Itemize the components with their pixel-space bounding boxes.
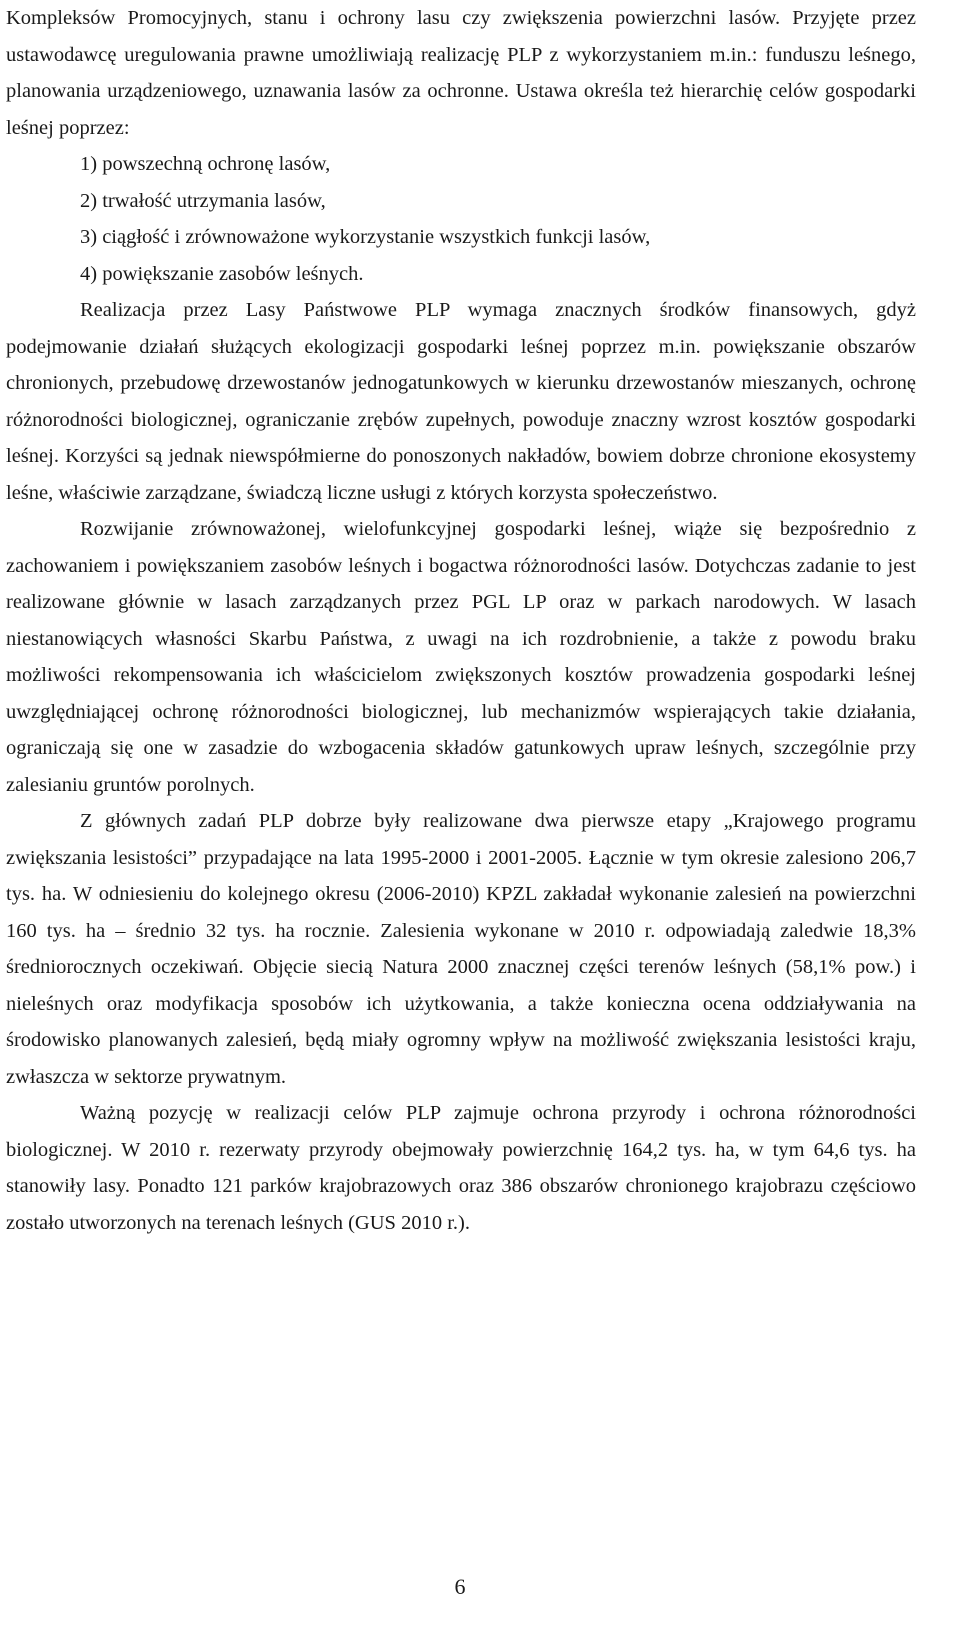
forest-goals-list (6, 146, 916, 292)
page-number: 6 (454, 1574, 466, 1599)
paragraph-financing: Realizacja przez Lasy Państwowe PLP wymaga znacznych środków finansowych, gdyż podejmowanie działań służących ekologizacji gospodarki leśnej poprzez m.in. powiększanie obszarów chronionych, przebudowę drzewostanów jednogatunkowych w kierunku drzewostanów mieszanych, ochronę różnorodności biologicznej, ograniczanie zrębów zupełnych, powoduje znaczny wzrost kosztów gospodarki leśnej. Korzyści są jednak niewspółmierne do ponoszonych nakładów, bowiem dobrze chronione ekosystemy leśne, właściwie zarządzane, świadczą liczne usługi z których korzysta społeczeństwo. (6, 299, 916, 504)
paragraph-afforestation: Z głównych zadań PLP dobrze były realizowane dwa pierwsze etapy „Krajowego programu zwiększania lesistości” przypadające na lata 1995-2000 i 2001-2005. Łącznie w tym okresie zalesiono 206,7 tys. ha. W odniesieniu do kolejnego okresu (2006-2010) KPZL zakładał wykonanie zalesień na powierzchni 160 tys. ha – średnio 32 tys. ha rocznie. Zalesienia wykonane w 2010 r. odpowiadają zaledwie 18,3% średniorocznych oczekiwań. Objęcie siecią Natura 2000 znacznej części terenów leśnych (58,1% pow.) i nieleśnych oraz modyfikacja sposobów ich użytkowania, a także konieczna ocena oddziaływania na środowisko planowanych zalesień, będą miały ogromny wpływ na możliwość zwiększania lesistości kraju, zwłaszcza w sektorze prywatnym. (6, 810, 916, 1088)
list-item: 4) powiększanie zasobów leśnych. (80, 262, 364, 285)
paragraph-sustainable-management: Rozwijanie zrównoważonej, wielofunkcyjnej gospodarki leśnej, wiąże się bezpośrednio z zachowaniem i powiększaniem zasobów leśnych i bogactwa różnorodności lasów. Dotychczas zadanie to jest realizowane głównie w lasach zarządzanych przez PGL LP oraz w parkach narodowych. W lasach niestanowiących własności Skarbu Państwa, z uwagi na ich rozdrobnienie, a także z powodu braku możliwości rekompensowania ich właścicielom zwiększonych kosztów prowadzenia gospodarki leśnej uwzględniającej ochronę różnorodności biologicznej, lub mechanizmów wspierających takie działania, ograniczają się one w zasadzie do wzbogacenia składów gatunkowych upraw leśnych, szczególnie przy zalesianiu gruntów porolnych. (6, 518, 916, 796)
intro-paragraph: Kompleksów Promocyjnych, stanu i ochrony lasu czy zwiększenia powierzchni lasów. Przyjęte przez ustawodawcę uregulowania prawne umożliwiają realizację PLP z wykorzystaniem m.in.: funduszu leśnego, planowania urządzeniowego, uznawania lasów za ochronne. Ustawa określa też hierarchię celów gospodarki leśnej poprzez: (6, 7, 916, 139)
document-page (6, 0, 916, 1241)
list-item: 2) trwałość utrzymania lasów, (80, 189, 326, 212)
list-item: 1) powszechną ochronę lasów, (80, 153, 331, 175)
paragraph-nature-protection: Ważną pozycję w realizacji celów PLP zajmuje ochrona przyrody i ochrona różnorodności biologicznej. W 2010 r. rezerwaty przyrody obejmowały powierzchnię 164,2 tys. ha, w tym 64,6 tys. ha stanowiły lasy. Ponadto 121 parków krajobrazowych oraz 386 obszarów chronionego krajobrazu częściowo zostało utworzonych na terenach leśnych (GUS 2010 r.). (6, 1102, 916, 1234)
list-item: 3) ciągłość i zrównoważone wykorzystanie wszystkich funkcji lasów, (80, 226, 651, 248)
